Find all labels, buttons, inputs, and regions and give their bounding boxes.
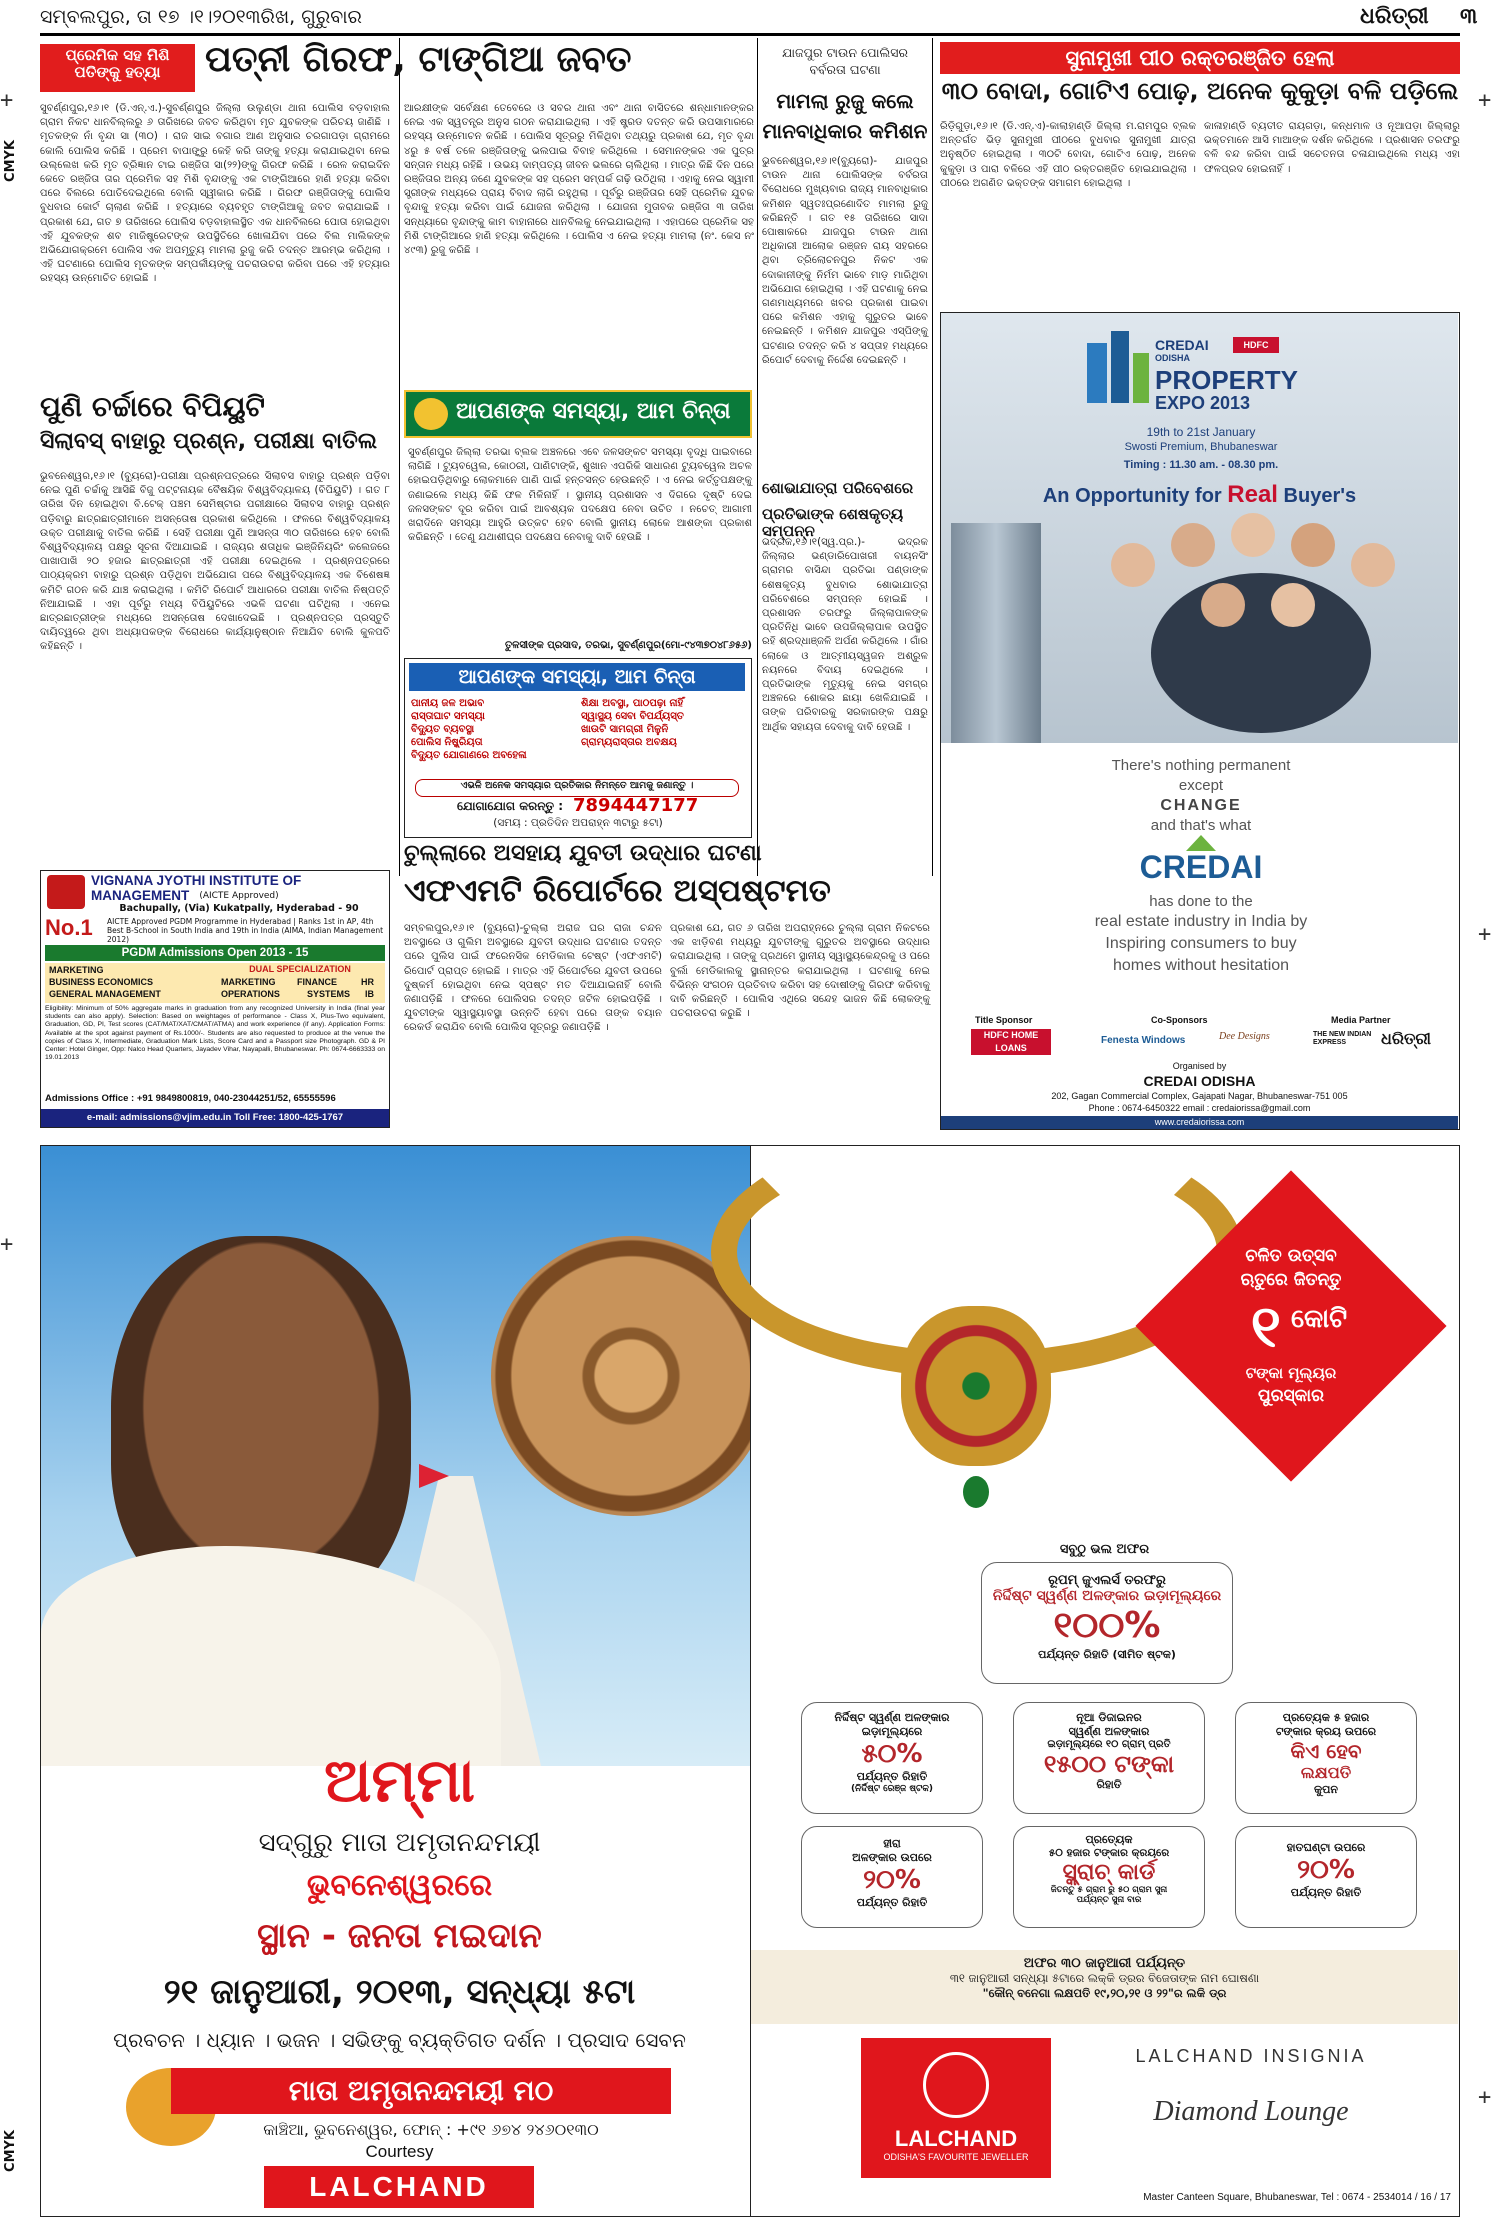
footer-line3: "କୌନ୍ ବନେଗା ଲକ୍ଷପତି ୧୯,୨୦,୨୧ ଓ ୨୨"ର ଲକି ଡ୍ର	[982, 1986, 1227, 2000]
vjim-specs	[45, 963, 385, 1003]
amma-line4: ୨୧ ଜାନୁଆରୀ, ୨୦୧୩, ସନ୍ଧ୍ୟା ୫ଟା	[163, 1972, 636, 2012]
promo-item: ରାସ୍ତାଘାଟ ସମସ୍ୟା	[411, 711, 485, 722]
amma-line2: ଭୁବନେଶ୍ୱରରେ	[306, 1868, 493, 1903]
offer-line: ଜିତନ୍ତୁ ୫ ଗ୍ରାମ ରୁ ୫୦ ଗ୍ରାମ ସୁନା	[1050, 1885, 1168, 1895]
title-sponsor: HDFC HOME LOANS	[971, 1029, 1051, 1055]
story6-headline: ୩୦ ବୋଦା, ଗୋଟିଏ ପୋଢ଼, ଅନେକ କୁକୁଡ଼ା ବଳି ପଡ଼ିଲେ	[941, 77, 1459, 105]
vjim-spec: GENERAL MANAGEMENT	[49, 989, 161, 999]
story5-body-left: ସମ୍ବଲପୁର,୧୬।୧ (ବ୍ୟୁରୋ)-ଚୁଲ୍ଲା ଅରାଜ ଘର ରାଜା ଚନ୍ଦନ ଅବସ୍ଥାରେ ଓ ଗୁଲିମ ଅବସ୍ଥାରେ ଯୁବତୀ ଉଦ୍ଧାର ଘଟଣାର ତଦନ୍ତ ପରେ ପୁଲିସ ପାଇଁ ଫରେନସିକ ମେଡିକାଲ ଟେଷ୍ଟ (ଏଫଏମଟି) ରିପୋର୍ଟ ପ୍ରାପ୍ତ ହୋଇଛି । ମାତ୍ର ଏହି ରିପୋର୍ଟରେ ଯୁବତୀ ଉପରେ ଦୁଷ୍କର୍ମ ହୋଇଥିବା ନେଇ ସ୍ପଷ୍ଟ ମତ ଦିଆଯାଇନାହିଁ ବୋଲି ଜଣାପଡ଼ିଛି । ଫଳରେ ପୋଲିସର ତଦନ୍ତ ଜଟିଳ ହୋଇପଡ଼ିଛି । ଯୁବତୀଙ୍କ ସ୍ୱାସ୍ଥ୍ୟାବସ୍ଥା ଉନ୍ନତି ହେବା ପରେ ତାଙ୍କ ବୟାନ ରେକର୍ଡ କରାଯିବ ବୋଲି ପୋଲିସ ସୂତ୍ରରୁ ଜଣାପଡ଼ିଛି ।	[404, 923, 662, 1034]
story6-body-left: ରିଡ଼ିଗୁଡ଼ା,୧୬।୧ (ଡି.ଏନ୍.ଏ)-କାଲାହାଣ୍ଡି ଜିଲ୍ଲା ମ.ରାମପୁର ବ୍ଲକ ଅନ୍ତର୍ଗତ ଭିଡ଼ ସୁନାମୁଖୀ ପୀଠରେ ବୁଧବାର ସୁନାମୁଖୀ ଯାତ୍ରା ଅନୁଷ୍ଠିତ ହୋଇଥିଲା । ୩୦ଟି ବୋଦା, ଗୋଟିଏ ପୋଢ଼, ଅନେକ କୁକୁଡ଼ା ଓ ପାରା ବଳିରେ ଏହି ପୀଠ ରକ୍ତରଞ୍ଜିତ ହୋଇଯାଇଥିଲା । ପୀଠରେ ଅଗଣିତ ଭକ୍ତଙ୍କ ସମାଗମ ହୋଇଥିଲା ।	[940, 121, 1196, 189]
column-body: ସୁବର୍ଣ୍ଣପୁର ଜିଲ୍ଲା ତରଭା ବ୍ଲକ ଅଞ୍ଚଳରେ ଏବେ ଜଳସଙ୍କଟ ସମସ୍ୟା ବୃଦ୍ଧି ପାଇବାରେ ଲାଗିଛି । ଟ୍ୟୁବୱେଲ, କୋଠରୀ, ପାଣିଟାଙ୍କି, ଶୁଖାନ ଏପରିକି ସାଧାରଣ ଟ୍ୟୁବୱେଲ ଅଚଳ ହୋଇପଡ଼ିଥିବାରୁ ଲୋକମାନେ ପାଣି ପାଇଁ ହନ୍ତସନ୍ତ ହେଉଛନ୍ତି । ଏ ନେଇ କର୍ତ୍ତୃପକ୍ଷଙ୍କୁ ଜଣାଇଲେ ମଧ୍ୟ କିଛି ଫଳ ମିଳିନାହିଁ । ସ୍ଥାନୀୟ ପ୍ରଶାସନ ଏ ଦିଗରେ ଦୃଷ୍ଟି ଦେଇ ଜଳସଙ୍କଟ ଦୂର କରିବା ପାଇଁ ଆବଶ୍ୟକ ପଦକ୍ଷେପ ନେବା ଉଚିତ । ନଚେତ୍ ଆଗାମୀ ଖରାଦିନେ ସମସ୍ୟା ଆହୁରି ଉତ୍କଟ ହେବ ବୋଲି ସ୍ଥାନୀୟ ଲୋକେ ଆଶଙ୍କା ପ୍ରକାଶ କରିଛନ୍ତି । ତେଣୁ ଯଥାଶୀଘ୍ର ପଦକ୍ଷେପ ନେବାକୁ ଦାବି ହେଉଛି ।	[408, 447, 752, 544]
story3-kicker	[762, 44, 928, 82]
promo-list	[411, 697, 745, 781]
promo-item: ପାନୀୟ ଜଳ ଅଭାବ	[411, 698, 485, 709]
vjim-rank: No.1	[45, 915, 93, 940]
column-divider	[932, 38, 933, 876]
vjim-admissions: PGDM Admissions Open 2013 - 15	[45, 945, 385, 961]
vjim-logo-icon	[47, 875, 85, 909]
vjim-spec: SYSTEMS	[307, 989, 351, 999]
amma-line1: ସଦ୍‌ଗୁରୁ ମାତା ଅମୃତାନନ୍ଦମୟୀ	[258, 1828, 541, 1858]
promo-item: ଶିକ୍ଷା ଅବସ୍ଥା, ପାଠପଢ଼ା ନାହିଁ	[581, 698, 684, 709]
main-offer-percent: ୧୦୦%	[1053, 1605, 1161, 1646]
offer-line: ପ୍ରତ୍ୟେକ	[1085, 1833, 1133, 1846]
promo-item: ଖାଉଟି ସାମଗ୍ରୀ ମିଳୁନି	[581, 724, 669, 735]
amma-title: ଅମ୍ମା	[324, 1746, 475, 1816]
credai-msg4: and that's what	[1150, 817, 1252, 834]
story2-headline-line1: ପୁଣି ଚର୍ଚ୍ଚାରେ ବିପିୟୁଟି	[40, 390, 265, 423]
vjim-spec: MARKETING	[221, 977, 276, 987]
amma-ad	[40, 1145, 760, 2217]
tagline-pre: An Opportunity for	[1042, 485, 1222, 507]
expo-venue: Swosti Premium, Bhubaneswar	[1124, 441, 1278, 453]
credai-msg6: real estate industry in India by	[1094, 913, 1308, 930]
promo-item: ବିଦ୍ୟୁତ ଯୋଗାଣରେ ଅବହେଳା	[411, 750, 527, 761]
offer-card	[801, 1702, 983, 1814]
column-signature: ତୁଳସୀଙ୍କ ପ୍ରସାଦ, ତରଭା, ସୁବର୍ଣ୍ଣପୁର(ମୋ-୯୪୩୭୦୪୮୬୫୬)	[505, 640, 752, 651]
title-sponsor-label: Title Sponsor	[975, 1015, 1033, 1025]
credai-org-sub: ODISHA	[1155, 353, 1191, 363]
vjim-name: VIGNANA JYOTHI INSTITUTE OF MANAGEMENT	[91, 873, 302, 903]
offer-card	[1013, 1702, 1205, 1814]
promo-item: ପୋଲିସ ନିଷ୍କ୍ରିୟତା	[411, 737, 483, 748]
burst-line1: ଚଳିତ ଉତ୍ସବ	[1245, 1246, 1337, 1266]
amma-line3: ସ୍ଥାନ - ଜନତା ମଇଦାନ	[257, 1916, 542, 1956]
story4-headline-line1: ଶୋଭାଯାତ୍ରା ପରିବେଶରେ	[762, 479, 914, 497]
story3-kicker-line: ଯାଜପୁର ଟାଉନ ପୋଲିସର	[782, 45, 908, 60]
story1-kicker	[40, 44, 195, 92]
main-offer	[981, 1562, 1233, 1684]
offer-line: ଇଡ଼ାମୂଲ୍ୟରେ ୧୦ ଗ୍ରାମ୍ ପ୍ରତି	[1047, 1739, 1171, 1750]
vjim-approval: (AICTE Approved)	[199, 891, 279, 901]
building-icon	[1133, 353, 1149, 403]
story1-body-left: ସୁବର୍ଣ୍ଣପୁର,୧୬।୧ (ଡି.ଏନ୍.ଏ.)-ସୁବର୍ଣ୍ଣପୁର ଜିଲ୍ଲା ଉଲୁଣ୍ଡା ଥାନା ପୋଲିସ ବଡ଼ବାହାଲ ଗ୍ରାମ ନିକଟ ଧାନବିଲ୍ଲରୁ ୬ ତାରିଖରେ ଜବତ କରିଥିବା ମୃତ ଯୁବକଙ୍କ ପରିଚୟ ଜାଣିଛି । ମୃତକଙ୍କ ନାଁ ବୃନ୍ଦା ସା (୩୦) । ରାଜ ସାଇ ବଗାର ଆଣ ଅନୁସାର ଚରଗାପଡ଼ା ଗ୍ରାମରେ କୋଲି ପୋଲିସ କରିଛି । ପ୍ରେମ ବାପାଙ୍କ୍ରୁ କେହି କରି ତାଙ୍କୁ ହତ୍ୟା କରାଯାଇଥିବା ନେଇ ଉଲ୍ଲେଖ କରି ମୃତ ବ୍ରିଜ୍ଞାନ ଟାଇ ରଞ୍ଜିତା ସା(୨୨)ଙ୍କୁ ଗିରଫ କରିଛି । ରେଳ କରାଇଦିନ କେତେ ରଞ୍ଜିତା ତାର ପ୍ରେମିକ ସହ ମିଶି ବୃନ୍ଦାଙ୍କୁ ଏକ ଟାଙ୍ଗିଆରେ ହାଣି ହତ୍ୟା କରିବା ପରେ ବିଲରେ ପୋତିଦେଇଥିଲେ ବୋଲି ସ୍ୱୀକାର କରିଛି । ଗିରଫ ରଞ୍ଜିତାଙ୍କୁ ପୋଲିସ ବୁଧବାର କୋର୍ଟ ଚାଲାଣ କରିଛି । ହତ୍ୟାରେ ବ୍ୟବହୃତ ଟାଙ୍ଗିଆକୁ ଜବତ କରାଯାଇଛି । ପ୍ରକାଶ ଯେ, ଗତ ୭ ତାରିଖରେ ପୋଲିସ ବଡ଼ବାହାଲସ୍ଥିତ ଏକ ଧାନବିଲରେ ପୋତା ହୋଇଥିବା ଏହି ଯୁବକଙ୍କ ଶବ ମାଜିଷ୍ଟ୍ରେଟଙ୍କ ଉପସ୍ଥିତିରେ ଖୋଳାଯିବା ପରେ ବିଲ ମାଲିକଙ୍କ ଅଭିଯୋଗକ୍ରମେ ପୋଲିସ ଏକ ଅପମୃତ୍ୟୁ ମାମଲା ରୁଜୁ କରି ତଦନ୍ତ ଆରମ୍ଭ କରିଥିଲା । ଏହି ଘଟଣାରେ ପୋଲିସ ମୃତକଙ୍କ ସମ୍ପର୍କୀୟଙ୍କୁ ପଚରାଉଚରା କରିବା ପରେ ଏହି ହତ୍ୟାର ରହସ୍ୟ ଉନ୍ମୋଚିତ ହୋଇଛି ।	[40, 103, 390, 285]
promo-item: ଗ୍ରାମ୍ୟରାସ୍ତାର ଅବକ୍ଷୟ	[581, 737, 677, 748]
page-dateline: ସମ୍ବଲପୁର, ତା ୧୭ ।୧।୨୦୧୩ରିଖ, ଗୁରୁବାର	[40, 6, 362, 28]
offer-value: ୨୦%	[1297, 1855, 1355, 1885]
promo-item: ବିଦ୍ୟୁତ ବ୍ୟବସ୍ଥା	[411, 724, 475, 735]
story5-headline: ଏଫଏମଟି ରିପୋର୍ଟରେ ଅସ୍ପଷ୍ଟମତ	[404, 873, 831, 909]
offer-line: ୫୦ ହଜାର ଟଙ୍କାର କ୍ରୟରେ	[1048, 1847, 1170, 1859]
credai-address: 202, Gagan Commercial Complex, Gajapati Nagar, Bhubaneswar-751 005	[1051, 1091, 1348, 1101]
credai-msg5: has done to the	[1149, 893, 1253, 910]
hdfc-tag: HDFC	[1233, 337, 1279, 353]
people-photo	[1091, 513, 1431, 743]
offer-heading: ସବୁଠୁ ଭଲ ଅଫର	[1059, 1542, 1150, 1557]
credai-brand: CREDAI	[1139, 849, 1263, 885]
expo-timing: Timing : 11.30 am. - 08.30 pm.	[1123, 459, 1279, 471]
expo-title1: PROPERTY	[1155, 365, 1299, 395]
media2: ଧରିତ୍ରୀ	[1381, 1029, 1431, 1048]
offer-line: ପର୍ଯ୍ୟନ୍ତ ସୁନା ବାର	[1076, 1895, 1142, 1905]
credai-msg1: There's nothing permanent	[1111, 757, 1291, 774]
offer-line: ରିହାତି	[1096, 1778, 1122, 1791]
offer-value: ସ୍କ୍ରାଚ୍ କାର୍ଡ	[1062, 1860, 1156, 1885]
registration-mark: +	[1478, 88, 1492, 113]
vjim-spec: BUSINESS ECONOMICS	[49, 977, 154, 987]
vjim-rank-text: AICTE Approved PGDM Programme in Hyderabad | Ranks 1st in AP, 4th Best B-School in South India and 19th in India (AIMA, Indian Management 2012)	[107, 917, 384, 944]
amma-sponsor: LALCHAND	[264, 2166, 534, 2208]
column-banner	[404, 390, 752, 438]
masthead-name: ଧରିତ୍ରୀ	[1360, 4, 1429, 29]
story1-body-right: ଆରକ୍ଷୀଙ୍କ ସର୍ବେକ୍ଷଣ ତେବେରେ ଓ ସବର ଥାନା ଏବଂ ଥାନା ବାସିତରେ ଶନ୍ଧାମାନଙ୍କର ନେଇ ଏକ ସ୍ୱତନ୍ତ୍ର ଅନୁସ ଗଠନ କରାଯାଇଥିଲା । ଏହି ଷ୍ଟ୍ରଡ ଦତନ୍ତ କରି ଉପସାମାରରେ ରହସ୍ୟ ଉନ୍ମୋଚନ କରିଛି । ପୋଲିସ ସୂତ୍ରରୁ ମିଳିଥିବା ତଥ୍ୟରୁ ପ୍ରକାଶ ଯେ, ମୃତ ବୃନ୍ଦା ୪ରୁ ୫ ବର୍ଷ ତଳେ ରଞ୍ଜିତାଙ୍କୁ ଭଲପାଇ ବିବାହ କରିଥିଲେ । ସେମାନଙ୍କର ଏକ ପୁତ୍ର ସନ୍ତାନ ମଧ୍ୟ ରହିଛି । ଉଭୟ ଦାମ୍ପତ୍ୟ ଜୀବନ ଭଲରେ ଚାଲିଥିଲା । ମାତ୍ର କିଛି ଦିନ ପରେ ରଞ୍ଜିତାର ଅନ୍ୟ ଜଣେ ଯୁବକଙ୍କ ସହ ପ୍ରେମ ସମ୍ପର୍କ ଗଢ଼ି ଉଠିଥିଲା । ଏହାକୁ ନେଇ ସ୍ୱାମୀ ସ୍ତ୍ରୀଙ୍କ ମଧ୍ୟରେ ପ୍ରାୟ ବିବାଦ ଲାଗି ରହୁଥିଲା । ପୂର୍ବରୁ ରଞ୍ଜିତାର ସେହି ପ୍ରେମିକ ଯୁବକ ବୃନ୍ଦାକୁ ହତ୍ୟା କରିବା ପାଇଁ ଯୋଜନା କରିଥିଲା । ଯୋଜନା ମୁତାବକ ରଞ୍ଜିତା ୩ ତାରିଖ ସନ୍ଧ୍ୟାରେ ବୃନ୍ଦାଙ୍କୁ କାମ ବାହାନାରେ ଧାନବିଲକୁ ନେଇଯାଇଥିଲା । ଏହାପରେ ପ୍ରେମିକ ସହ ମିଶି ଟାଙ୍ଗିଆରେ ହାଣି ହତ୍ୟା କରିଥିଲେ । ପୋଲିସ ଏ ନେଇ ହତ୍ୟା ମାମଲା (ନଂ. କେସ ନଂ ୪୯୩) ରୁଜୁ କରିଛି ।	[404, 103, 754, 257]
registration-mark: +	[0, 1232, 14, 1257]
story6-body-right: କାଳାହାଣ୍ଡି ବ୍ୟତୀତ ରାୟଗଡ଼ା, କନ୍ଧମାଳ ଓ ନୂଆପଡ଼ା ଜିଲ୍ଲାରୁ ଭକ୍ତମାନେ ଆସି ମାଆଙ୍କ ଦର୍ଶନ କରିଥିଲେ । ପ୍ରଶାସନ ତରଫରୁ ବଳି ବନ୍ଦ କରିବା ପାଇଁ ସଚେତନତା ଚଳାଯାଇଥିଲେ ମଧ୍ୟ ଏହା ଫଳପ୍ରଦ ହୋଇନାହିଁ ।	[1204, 121, 1460, 175]
story3-headline-line2: ମାନବାଧିକାର କମିଶନ	[762, 119, 928, 143]
footer-line2: ୩୧ ଜାନୁଆରୀ ସନ୍ଧ୍ୟା ୫ଟାରେ ଲକ୍କି ଡ୍ରର ବିଜେତାଙ୍କ ନାମ ଘୋଷଣା	[949, 1971, 1260, 1985]
helpline-promo	[404, 658, 752, 838]
offer-line: (ନିର୍ଦ୍ଦିଷ୍ଟ ରେଞ୍ଜ ଷ୍ଟକ)	[850, 1784, 934, 1794]
vjim-spec: MARKETING	[49, 965, 104, 975]
amma-line5: ପ୍ରବଚନ । ଧ୍ୟାନ । ଭଜନ । ସଭିଙ୍କୁ ବ୍ୟକ୍ତିଗତ ଦର୍ଶନ । ପ୍ରସାଦ ସେବନ	[113, 2028, 686, 2052]
vjim-spec: HR	[361, 977, 374, 987]
organised-label: Organised by	[1172, 1061, 1227, 1071]
offer-line: କୁପନ	[1314, 1783, 1338, 1796]
credai-phone: Phone : 0674-6450322 email : credaiorissa@gmail.com	[1088, 1103, 1311, 1113]
vjim-spec-title: DUAL SPECIALIZATION	[249, 964, 351, 974]
tower-image	[951, 523, 1041, 743]
building-icon	[1087, 343, 1107, 403]
media1: THE NEW INDIAN EXPRESS	[1313, 1031, 1372, 1046]
amma-photo	[41, 1146, 758, 1766]
organiser: CREDAI ODISHA	[1143, 1073, 1256, 1089]
registration-mark: +	[0, 88, 14, 113]
credai-tagline	[941, 481, 1458, 509]
amma-address: କାଞ୍ଚିଆ, ଭୁବନେଶ୍ୱର, ଫୋନ୍ : +୯୧ ୬୭୪ ୨୪୬୦୧୩୦	[263, 2120, 599, 2139]
story3-headline-line1: ମାମଲା ରୁଜୁ କଲେ	[776, 89, 914, 113]
promo-time: (ସମୟ : ପ୍ରତିଦିନ ଅପରାହ୍ନ ୩ଟାରୁ ୫ଟା)	[493, 817, 663, 829]
megaphone-icon	[414, 398, 448, 430]
offer-line: ପର୍ଯ୍ୟନ୍ତ ରିହାତି	[1290, 1886, 1362, 1899]
offer-line: ପର୍ଯ୍ୟନ୍ତ ରିହାତି	[856, 1770, 928, 1783]
promo-title: ଆପଣଙ୍କ ସମସ୍ୟା, ଆମ ଚିନ୍ତା	[409, 663, 745, 691]
story4-body: ଭଦ୍ରକ,୧୬।୧(ସ୍ୱ.ପ୍ର.)- ଭଦ୍ରକ ଜିଲ୍ଲାର ଭଣ୍ଡାରିପୋଖରୀ ବାୟନସିଂ ଗ୍ରାମର ବାସିନ୍ଦା ପ୍ରତିଭା ପଣ୍ଡାଙ୍କ ଶେଷକୃତ୍ୟ ବୁଧବାର ଶୋଭାଯାତ୍ରା ପରିବେଶରେ ସମ୍ପନ୍ନ ହୋଇଛି । ପ୍ରଶାସନ ତରଫରୁ ଜିଲ୍ଲାପାଳଙ୍କ ପ୍ରତିନିଧି ଭାବେ ଉପଜିଲ୍ଲାପାଳ ଉପସ୍ଥିତ ରହି ଶ୍ରଦ୍ଧାଞ୍ଜଳି ଅର୍ପଣ କରିଥିଲେ । ଗାଁର ଲୋକେ ଓ ଆତ୍ମୀୟସ୍ୱଜନ ଅଶ୍ରୁଳ ନୟନରେ ବିଦାୟ ଦେଇଥିଲେ । ପ୍ରତିଭାଙ୍କ ମୃତ୍ୟୁକୁ ନେଇ ସମଗ୍ର ଅଞ୍ଚଳରେ ଶୋକର ଛାୟା ଖେଳିଯାଇଛି । ତାଙ୍କ ପରିବାରକୁ ସରକାରଙ୍କ ପକ୍ଷରୁ ଆର୍ଥିକ ସହାୟତା ଦେବାକୁ ଦାବି ହେଉଛି ।	[762, 537, 928, 733]
cmyk-marker: CMYK	[3, 140, 18, 182]
offer-line: ହୀରା	[883, 1837, 901, 1850]
credai-website: www.credaiorissa.com	[941, 1116, 1458, 1129]
registration-mark: +	[1478, 2085, 1492, 2110]
offer-line: ନୂଆ ଡିଜାଇନର	[1076, 1711, 1142, 1724]
insignia-name: LALCHAND INSIGNIA	[1135, 2046, 1367, 2066]
lalchand-brand: LALCHAND	[894, 2126, 1018, 2151]
vjim-details: Eligibility: Minimum of 50% aggregate marks in graduation from any recognized University in India (final year students can also apply). Selection: Based on weightages of performance - Class X, Plus-Two equivalent, Graduation, GD, PI, Test scores (CAT/MAT/XAT/CMAT/ATMA) and work experience (if any). Application Forms: Available at the spot against payment of Rs.1000/-. Students are also requested to produce at the venue the copies of Class X, Intermediate, Graduation Mark Lists, Score Card and a Passport size Photograph. GD & PI Center: Hotel Ginger, Opp: Nalco Head Quarters, Jayadev Vihar, Nayapalli, Bhubaneswar. Ph: 0674-6663333 on 19.01.2013	[45, 1005, 385, 1062]
amma-courtesy: Courtesy	[365, 2142, 434, 2161]
offer-line: ପ୍ରତ୍ୟେକ ୫ ହଜାର	[1282, 1711, 1370, 1724]
offer-value: କିଏ ହେବ	[1290, 1739, 1362, 1763]
offer-line: ଅଳଙ୍କାର ଉପରେ	[852, 1851, 932, 1864]
main-offer-line1: ରୂପମ୍ ଜୁଏଲର୍ସ ତରଫରୁ	[1048, 1573, 1166, 1588]
credai-msg2: except	[1178, 777, 1224, 794]
offer-value: ୧୫୦୦ ଟଙ୍କା	[1043, 1750, 1175, 1778]
offer-footer	[751, 1950, 1458, 2024]
lalchand-logo	[861, 2038, 1051, 2178]
story3-body: ଭୁବନେଶ୍ୱର,୧୬।୧(ବ୍ୟୁରୋ)- ଯାଜପୁର ଟାଉନ ଥାନା ପୋଲିସଙ୍କ ବର୍ବରତା ବିରୋଧରେ ମୁଖ୍ୟବାର ରାଜ୍ୟ ମାନବାଧିକାର କମିଶନ ସ୍ୱତଃପ୍ରଣୋଦିତ ମାମଲା ରୁଜୁ କରିଛନ୍ତି । ଗତ ୧୫ ତାରିଖରେ ସାଦା ପୋଷାକରେ ଯାଜପୁର ଟାଉନ ଥାନା ଅଧିକାରୀ ଆଲୋକ ରଞ୍ଜନ ରାୟ ସହରରେ ଥିବା ତ୍ରିଲୋଚନପୁର ନିକଟ ଏକ ଦୋକାନୀଙ୍କୁ ନିର୍ମମ ଭାବେ ମାଡ଼ ମାରିଥିବା ଅଭିଯୋଗ ହୋଇଥିଲା । ଏହି ଘଟଣାକୁ ନେଇ ଗଣମାଧ୍ୟମରେ ଖବର ପ୍ରକାଶ ପାଇବା ପରେ କମିଶନ ଏହାକୁ ଗୁରୁତର ଭାବେ ନେଇଛନ୍ତି । କମିଶନ ଯାଜପୁର ଏସ୍ପିଙ୍କୁ ଘଟଣାର ତଦନ୍ତ କରି ୪ ସପ୍ତାହ ମଧ୍ୟରେ ରିପୋର୍ଟ ଦେବାକୁ ନିର୍ଦ୍ଦେଶ ଦେଇଛନ୍ତି ।	[762, 156, 928, 366]
expo-title2: EXPO 2013	[1155, 393, 1251, 413]
building-icon	[1111, 331, 1129, 403]
story2-body: ଭୁବନେଶ୍ୱର,୧୬।୧ (ବ୍ୟୁରୋ)-ପରୀକ୍ଷା ପ୍ରଶ୍ନପତ୍ରରେ ସିଲାବସ ବାହାରୁ ପ୍ରଶ୍ନ ପଡ଼ିବା ନେଇ ପୁଣି ଚର୍ଚ୍ଚାକୁ ଆସିଛି ବିଜୁ ପଟ୍ଟନାୟକ ବୈଷୟିକ ବିଶ୍ୱବିଦ୍ୟାଳୟ (ବିପିୟୁଟି) । ଗତ ୮ ତାରିଖ ଦିନ ହୋଇଥିବା ବି.ଟେକ୍ ପଞ୍ଚମ ସେମିଷ୍ଟାର ପରୀକ୍ଷାରେ ସିଲାବସ ବାହାରୁ ପ୍ରଶ୍ନ ପଡ଼ିବାରୁ ଛାତ୍ରଛାତ୍ରୀମାନେ ଅସନ୍ତୋଷ ପ୍ରକାଶ କରିଥିଲେ । ଫଳରେ ବିଶ୍ୱବିଦ୍ୟାଳୟ ଉକ୍ତ ପରୀକ୍ଷାକୁ ବାତିଲ କରିଛି । ସେହି ପରୀକ୍ଷା ପୁଣି ଆସନ୍ତା ୩୦ ତାରିଖରେ ହେବ ବୋଲି ବିଶ୍ୱବିଦ୍ୟାଳୟ ପକ୍ଷରୁ ସୂଚନା ଦିଆଯାଇଛି । ରାଜ୍ୟର ଶତାଧିକ ଇଞ୍ଜିନିୟରିଂ କଲେଜରେ ପାଖାପାଖି ୨୦ ହଜାର ଛାତ୍ରଛାତ୍ରୀ ଏହି ପରୀକ୍ଷା ଦେଇଥିଲେ । ପ୍ରଶ୍ନପତ୍ରରେ ପାଠ୍ୟକ୍ରମ ବାହାରୁ ପ୍ରଶ୍ନ ପଡ଼ିଥିବା ଅଭିଯୋଗ ପରେ ବିଶ୍ୱବିଦ୍ୟାଳୟ ଏକ ବିଶେଷଜ୍ଞ କମିଟି ଗଠନ କରି ଯାଞ୍ଚ କରାଇଥିଲା । କମିଟି ରିପୋର୍ଟ ଆଧାରରେ ପରୀକ୍ଷା ବାତିଲ ନିଷ୍ପତ୍ତି ନିଆଯାଇଛି । ଏହା ପୂର୍ବରୁ ମଧ୍ୟ ବିପିୟୁଟିରେ ଏଭଳି ଘଟଣା ଘଟିଥିଲା । ଏନେଇ ଛାତ୍ରଛାତ୍ରୀଙ୍କ ମଧ୍ୟରେ ଅସନ୍ତୋଷ ଦେଖାଦେଇଛି । ପ୍ରଶ୍ନପତ୍ର ପ୍ରସ୍ତୁତି ଦାୟିତ୍ୱରେ ଥିବା ଅଧ୍ୟାପକଙ୍କ ବିରୋଧରେ କାର୍ଯ୍ୟାନୁଷ୍ଠାନ ନିଆଯିବ ବୋଲି କୁଳପତି କହିଛନ୍ତି ।	[40, 471, 390, 653]
offer-line: ପର୍ଯ୍ୟନ୍ତ ରିହାତି	[856, 1896, 928, 1909]
vjim-spec: FINANCE	[297, 977, 337, 987]
expo-dates: 19th to 21st January	[1146, 425, 1256, 439]
burst-line2: ଋତୁରେ ଜିତନ୍ତୁ	[1240, 1270, 1342, 1290]
burst-line3: କୋଟି	[1291, 1304, 1348, 1334]
cosponsor2: Dee Designs	[1219, 1031, 1270, 1042]
cosponsors-label: Co-Sponsors	[1151, 1015, 1208, 1025]
page-number: ୩	[1460, 4, 1478, 29]
lalchand-brand-sub: ODISHA'S FAVOURITE JEWELLER	[883, 2152, 1029, 2162]
burst-line5: ପୁରସ୍କାର	[1257, 1386, 1324, 1406]
header-rule	[40, 33, 1460, 36]
column-title: ଆପଣଙ୍କ ସମସ୍ୟା, ଆମ ଚିନ୍ତା	[456, 399, 731, 424]
pendant-image	[901, 1306, 1051, 1466]
promo-contact-label: ଯୋଗାଯୋଗ କରନ୍ତୁ :	[457, 799, 563, 813]
offer-card	[1235, 1702, 1417, 1814]
lalchand-address: Master Canteen Square, Bhubaneswar, Tel : 0674 - 2534014 / 16 / 17	[1143, 2192, 1451, 2203]
footer-line1: ଅଫର ୩୦ ଜାନୁଆରୀ ପର୍ଯ୍ୟନ୍ତ	[1023, 1956, 1186, 1971]
diamond-lounge: Diamond Lounge	[1153, 2096, 1349, 2127]
main-offer-line2: ନିର୍ଦ୍ଦିଷ୍ଟ ସ୍ୱର୍ଣ୍ଣ ଅଳଙ୍କାର ଇଡ଼ାମୂଲ୍ୟରେ	[992, 1588, 1222, 1604]
burst-number: ୧	[1250, 1292, 1281, 1360]
credai-msg7: Inspiring consumers to buy	[1105, 935, 1297, 952]
vjim-ad	[40, 870, 390, 1128]
promo-appeal: ଏଭଳି ଅନେକ ସମସ୍ୟାର ପ୍ରତିକାର ନିମନ୍ତେ ଆମକୁ ଜଣାନ୍ତୁ ।	[415, 779, 739, 797]
offer-line: ହାତଘଣ୍ଟା ଉପରେ	[1286, 1841, 1366, 1854]
story5-kicker: ଚୁଲ୍ଲାରେ ଅସହାୟ ଯୁବତୀ ଉଦ୍ଧାର ଘଟଣା	[404, 841, 762, 866]
vjim-address: Bachupally, (Via) Kukatpally, Hyderabad - 90	[119, 903, 359, 914]
vjim-office: Admissions Office : +91 9849800819, 040-23044251/52, 65555596	[45, 1093, 336, 1104]
offer-card	[801, 1826, 983, 1928]
lalchand-ad	[750, 1145, 1460, 2217]
vjim-spec: IB	[365, 989, 374, 999]
amma-math: ମାତା ଅମୃତାନନ୍ଦମୟୀ ମଠ	[171, 2068, 671, 2114]
column-divider	[757, 38, 758, 876]
offer-line: ସ୍ୱର୍ଣ୍ଣ ଅଳଙ୍କାର	[1068, 1725, 1150, 1738]
offer-value: ୨୦%	[863, 1865, 921, 1895]
credai-ad	[940, 312, 1460, 1130]
promo-item: ସ୍ୱାସ୍ଥ୍ୟ ସେବା ବିପର୍ଯ୍ୟସ୍ତ	[581, 711, 684, 722]
story1-headline: ପତ୍ନୀ ଗିରଫ, ଟାଙ୍ଗିଆ ଜବତ	[205, 39, 632, 80]
offer-card	[1235, 1826, 1417, 1928]
registration-mark: +	[1478, 922, 1492, 947]
vjim-spec: OPERATIONS	[221, 989, 280, 999]
column-divider	[399, 38, 400, 876]
story4-headline-line2: ପ୍ରତିଭାଙ୍କ ଶେଷକୃତ୍ୟ ସମ୍ପନ୍ନ	[762, 505, 904, 540]
story1-kicker-line: ପତିଙ୍କୁ ହତ୍ୟା	[74, 62, 161, 81]
offer-value: ୫୦%	[861, 1739, 923, 1769]
vjim-email: e-mail: admissions@vjim.edu.in Toll Free: 1800-425-1767	[41, 1109, 389, 1127]
cmyk-marker: CMYK	[3, 2130, 18, 2172]
emerald-drop-image	[963, 1476, 989, 1508]
media-label: Media Partner	[1331, 1015, 1391, 1025]
offer-line: ଟଙ୍କାର କ୍ରୟ ଉପରେ	[1275, 1725, 1377, 1738]
burst-line4: ଟଙ୍କା ମୂଲ୍ୟର	[1245, 1364, 1337, 1382]
offer-line: ଇଡ଼ାମୂଲ୍ୟରେ	[861, 1725, 923, 1738]
story2-headline-line2: ସିଲାବସ୍ ବାହାରୁ ପ୍ରଶ୍ନ, ପରୀକ୍ଷା ବାତିଲ	[40, 429, 377, 454]
tagline-highlight: Real	[1227, 481, 1278, 508]
offer-line: ଲକ୍ଷପତି	[1300, 1763, 1352, 1782]
story3-kicker-line: ବର୍ବରତା ଘଟଣା	[809, 62, 881, 77]
offer-line: ନିର୍ଦ୍ଦିଷ୍ଟ ସ୍ୱର୍ଣ୍ଣ ଅଳଙ୍କାର	[834, 1711, 950, 1724]
story5-body-right: ପ୍ରକାଶ ଯେ, ଗତ ୬ ତାରିଖ ଅପରାହ୍ନରେ ଚୁଲ୍ଲା ଗ୍ରାମ ନିକଟରେ ଏକ ଝାଡ଼ିବଣ ମଧ୍ୟରୁ ଯୁବତୀଙ୍କୁ ଗୁରୁତର ଅବସ୍ଥାରେ ଉଦ୍ଧାର କରାଯାଇଥିଲା । ତାଙ୍କୁ ପ୍ରଥମେ ସ୍ଥାନୀୟ ସ୍ୱାସ୍ଥ୍ୟକେନ୍ଦ୍ରକୁ ଓ ପରେ ବୁର୍ଲା ମେଡିକାଲକୁ ସ୍ଥାନାନ୍ତର କରାଯାଇଥିଲା । ଘଟଣାକୁ ନେଇ ବିଭିନ୍ନ ସଂଗଠନ ପ୍ରତିବାଦ କରିବା ସହ ଦୋଷୀଙ୍କୁ ଗିରଫ କରିବାକୁ ଦାବି କରିଛନ୍ତି । ପୋଲିସ ଏଥିରେ ସନ୍ଦେହ ଭାଜନ କିଛି ଲୋକଙ୍କୁ ପଚରାଉଚରା କରୁଛି ।	[670, 923, 930, 1020]
cosponsor1: Fenesta Windows	[1101, 1035, 1186, 1046]
story1-kicker-line: ପ୍ରେମିକ ସହ ମିଶି	[65, 46, 170, 64]
credai-org: CREDAI	[1155, 337, 1209, 353]
story6-kicker: ସୁନାମୁଖୀ ପୀଠ ରକ୍ତରଞ୍ଜିତ ହେଲା	[940, 42, 1460, 74]
main-offer-line3: ପର୍ଯ୍ୟନ୍ତ ରିହାତି (ସୀମିତ ଷ୍ଟକ)	[1038, 1648, 1176, 1661]
offer-card	[1013, 1826, 1205, 1928]
credai-msg3: CHANGE	[1160, 797, 1242, 814]
tagline-post: Buyer's	[1283, 485, 1357, 507]
credai-msg8: homes without hesitation	[1112, 957, 1290, 974]
promo-phone: 7894447177	[573, 795, 699, 816]
